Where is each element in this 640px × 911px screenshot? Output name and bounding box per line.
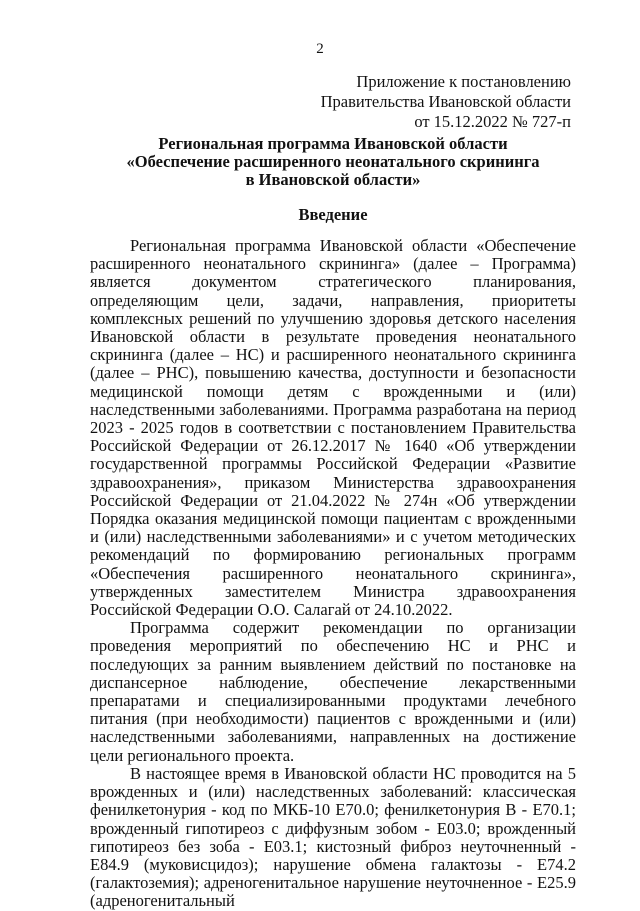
title-line-2: «Обеспечение расширенного неонатального скрининга — [126, 152, 540, 171]
body-text — [90, 237, 576, 911]
appendix-line-1: Приложение к постановлению — [356, 72, 571, 91]
paragraph-1: Региональная программа Ивановской области «Обеспечение расширенного неонатального скрининга» (далее – Программа) является документом стратегического планирования, определяющим цели, задачи, направления, приоритеты комплексных решений по улучшению здоровья детского населения Ивановской области в результате проведения неонатального скрининга (далее – НС) и расширенного неонатального скрининга (далее – РНС), повышению качества, доступности и безопасности медицинской помощи детям с врожденными и (или) наследственными заболеваниями. Программа разработана на период 2023 - 2025 годов в соответствии с постановлением Правительства Российской Федерации от 26.12.2017 № 1640 «Об утверждении государственной программы Российской Федерации «Развитие здравоохранения», приказом Министерства здравоохранения Российской Федерации от 21.04.2022 № 274н «Об утверждении Порядка оказания медицинской помощи пациентам с врожденными и (или) наследственными заболеваниями» и с учетом методических рекомендаций по формированию региональных программ «Обеспечения расширенного неонатального скрининга», утвержденных заместителем Министра здравоохранения Российской Федерации О.О. Салагай от 24.10.2022. — [90, 236, 576, 620]
section-heading: Введение — [298, 205, 368, 224]
title-line-3: в Ивановской области» — [245, 170, 421, 189]
appendix-reference — [321, 72, 571, 132]
page-number: 2 — [316, 41, 324, 57]
appendix-line-2: Правительства Ивановской области — [320, 92, 571, 111]
paragraph-2: Программа содержит рекомендации по организации проведения мероприятий по обеспечению НС и РНС и последующих за ранним выявлением действий по постановке на диспансерное наблюдение, обеспечение лекарственными препаратами и специализированными продуктами лечебного питания (при необходимости) пациентов с врожденными и (или) наследственными заболеваниями, направленных на достижение цели регионального проекта. — [90, 618, 576, 765]
document-title — [90, 135, 576, 189]
appendix-line-3: от 15.12.2022 № 727-п — [414, 112, 571, 131]
title-line-1: Региональная программа Ивановской области — [158, 134, 508, 153]
paragraph-3: В настоящее время в Ивановской области НС проводится на 5 врожденных и (или) наследственных заболеваний: классическая фенилкетонурия - код по МКБ-10 Е70.0; фенилкетонурия В - Е70.1; врожденный гипотиреоз с диффузным зобом - Е03.0; врожденный гипотиреоз без зоба - Е03.1; кистозный фиброз неуточненный - Е84.9 (муковисцидоз); нарушение обмена галактозы - Е74.2 (галактоземия); адреногенитальное нарушение неуточненное - Е25.9 (адреногенитальный — [90, 763, 576, 911]
